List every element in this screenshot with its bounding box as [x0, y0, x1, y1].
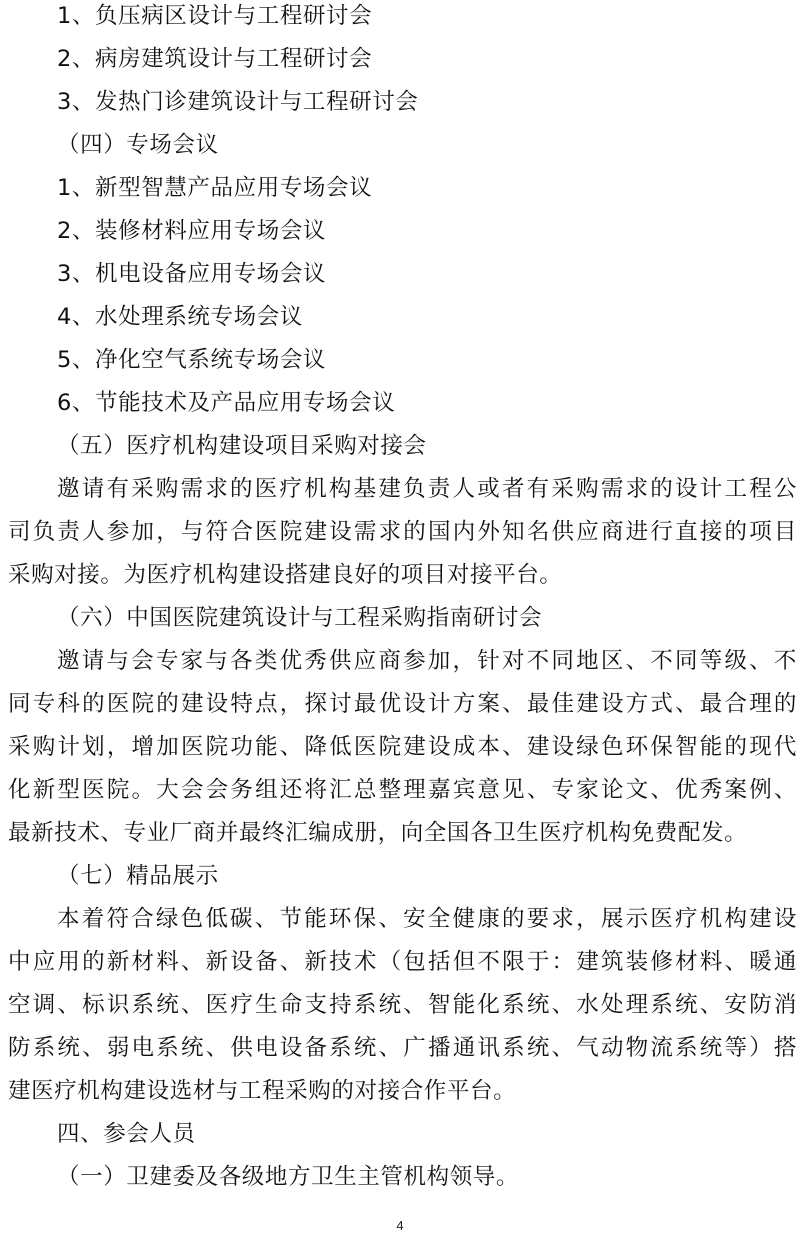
- list-item-special-1: 1、新型智慧产品应用专场会议: [57, 175, 373, 201]
- section-heading-attendees: 四、参会人员: [57, 1121, 196, 1147]
- section-heading-procurement-matching: （五）医疗机构建设项目采购对接会: [57, 433, 427, 459]
- paragraph-line: 采购对接。为医疗机构建设搭建良好的项目对接平台。: [8, 562, 563, 588]
- section-heading-procurement-guide: （六）中国医院建筑设计与工程采购指南研讨会: [57, 605, 543, 631]
- paragraph-line: 化新型医院。大会会务组还将汇总整理嘉宾意见、专家论文、优秀案例、: [8, 777, 797, 803]
- list-item-seminar-3: 3、发热门诊建筑设计与工程研讨会: [57, 89, 419, 115]
- paragraph-line: 防系统、弱电系统、供电设备系统、广播通讯系统、气动物流系统等）搭: [8, 1035, 797, 1061]
- section-heading-special-meetings: （四）专场会议: [57, 132, 219, 158]
- paragraph-line: 同专科的医院的建设特点，探讨最优设计方案、最佳建设方式、最合理的: [8, 691, 797, 717]
- page-number: 4: [396, 1218, 404, 1233]
- paragraph-line: 邀请与会专家与各类优秀供应商参加，针对不同地区、不同等级、不: [57, 648, 797, 674]
- paragraph-line: 邀请有采购需求的医疗机构基建负责人或者有采购需求的设计工程公: [57, 476, 797, 502]
- list-item-special-2: 2、装修材料应用专场会议: [57, 218, 327, 244]
- paragraph-line: 中应用的新材料、新设备、新技术（包括但不限于：建筑装修材料、暖通: [8, 949, 797, 975]
- list-item-special-3: 3、机电设备应用专场会议: [57, 261, 327, 287]
- list-item-special-4: 4、水处理系统专场会议: [57, 304, 303, 330]
- list-item-special-6: 6、节能技术及产品应用专场会议: [57, 390, 396, 416]
- paragraph-line: 司负责人参加，与符合医院建设需求的国内外知名供应商进行直接的项目: [8, 519, 797, 545]
- list-item-special-5: 5、净化空气系统专场会议: [57, 347, 327, 373]
- list-item-seminar-1: 1、负压病区设计与工程研讨会: [57, 3, 373, 29]
- paragraph-line: 空调、标识系统、医疗生命支持系统、智能化系统、水处理系统、安防消: [8, 992, 797, 1018]
- paragraph-line: 建医疗机构建设选材与工程采购的对接合作平台。: [8, 1078, 517, 1104]
- paragraph-line: 最新技术、专业厂商并最终汇编成册，向全国各卫生医疗机构免费配发。: [8, 820, 748, 846]
- section-heading-showcase: （七）精品展示: [57, 863, 219, 889]
- list-item-seminar-2: 2、病房建筑设计与工程研讨会: [57, 46, 373, 72]
- paragraph-line: 采购计划，增加医院功能、降低医院建设成本、建设绿色环保智能的现代: [8, 734, 797, 760]
- list-item-attendees-1: （一）卫建委及各级地方卫生主管机构领导。: [57, 1164, 520, 1190]
- paragraph-line: 本着符合绿色低碳、节能环保、安全健康的要求，展示医疗机构建设: [57, 906, 797, 932]
